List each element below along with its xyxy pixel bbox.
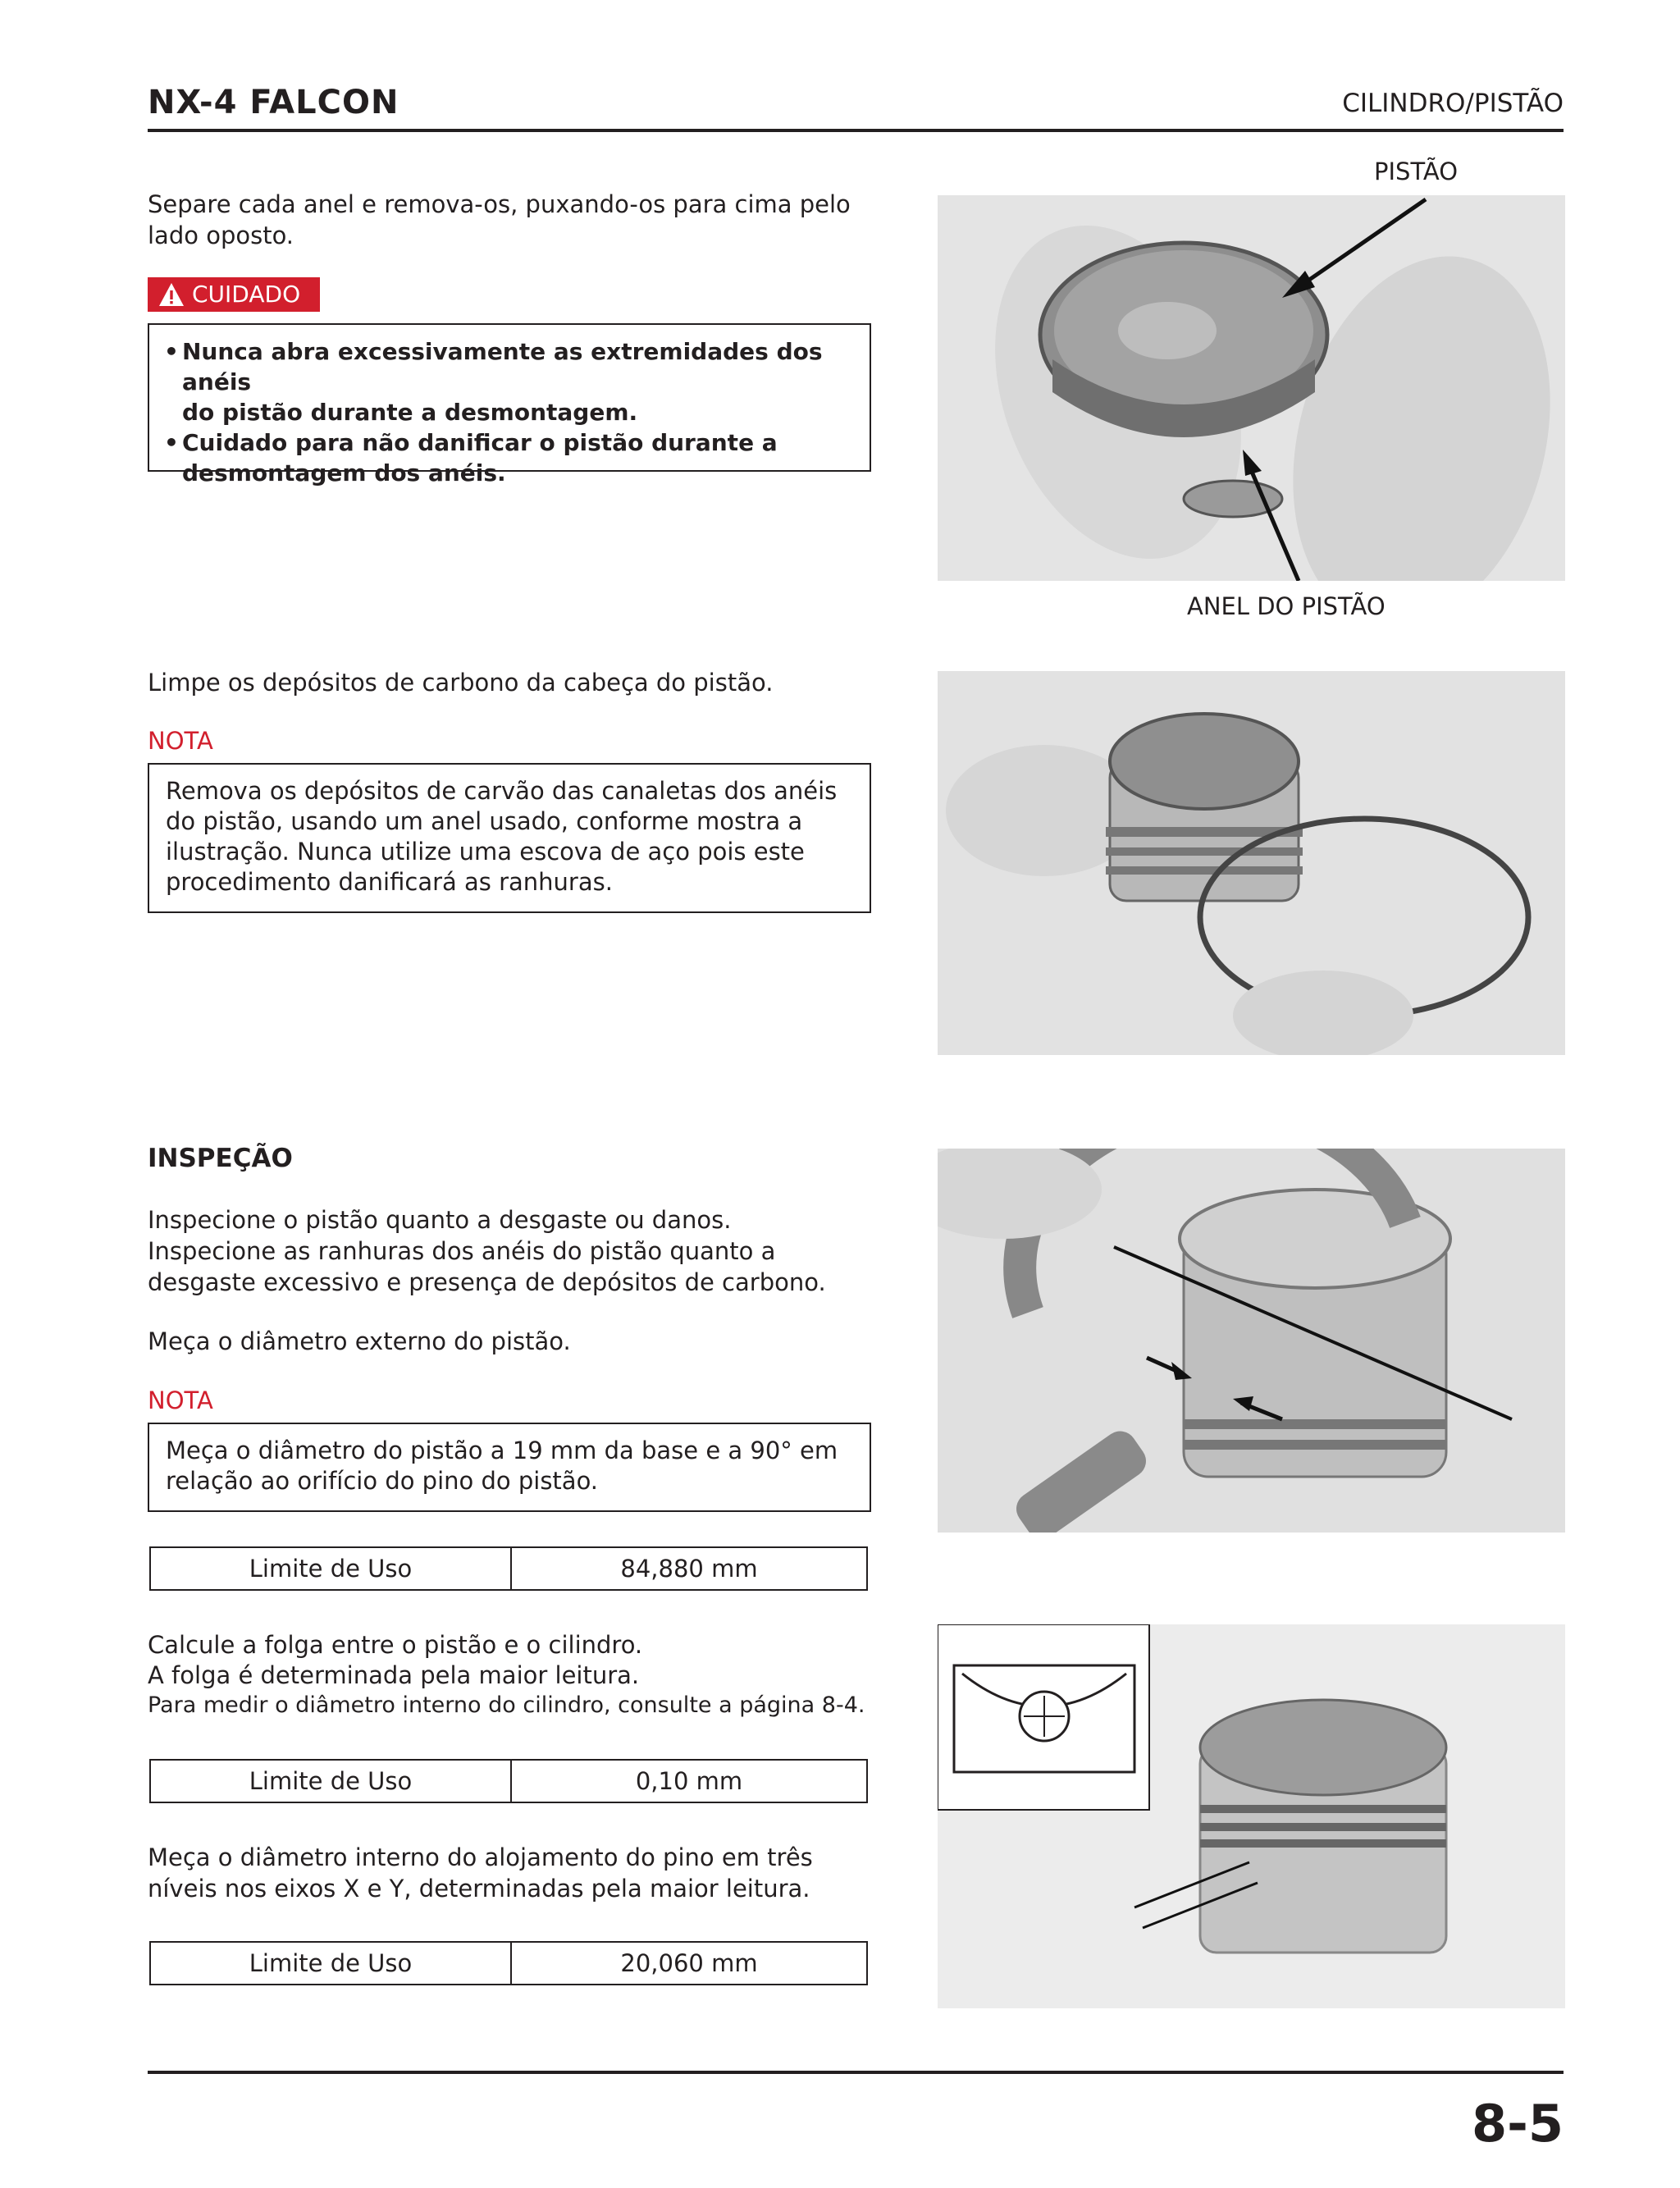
caution-item: • Cuidado para não danificar o pistão durante a desmontagem dos anéis. (164, 427, 855, 488)
inspection-heading: INSPEÇÃO (148, 1144, 293, 1173)
piston-micrometer-photo (938, 1149, 1565, 1533)
spec-label: Limite de Uso (150, 1760, 511, 1802)
spec-label: Limite de Uso (150, 1942, 511, 1985)
clearance-text: A folga é determinada pela maior leitura. (148, 1661, 640, 1689)
footer-divider (148, 2071, 1564, 2074)
note-label: NOTA (148, 1386, 213, 1414)
pin-bore-text: Meça o diâmetro interno do alojamento do pino em três níveis nos eixos X e Y, determinadas pela maior leitura. (148, 1843, 813, 1903)
header-divider (148, 129, 1564, 132)
cylinder-reference-text: Para medir o diâmetro interno do cilindro, consulte a página 8-4. (148, 1692, 865, 1718)
carbon-clean-text: Limpe os depósitos de carbono da cabeça do pistão. (148, 669, 774, 697)
spec-label: Limite de Uso (150, 1547, 511, 1590)
caution-badge (148, 277, 320, 312)
spec-table (149, 1941, 868, 1985)
piston-pin-bore-photo (938, 1624, 1565, 2008)
spec-table (149, 1546, 868, 1591)
spec-value: 84,880 mm (511, 1547, 867, 1590)
measure-outer-text: Meça o diâmetro externo do pistão. (148, 1327, 571, 1355)
spec-value: 0,10 mm (511, 1760, 867, 1802)
spec-value: 20,060 mm (511, 1942, 867, 1985)
note-text: Remova os depósitos de carvão das canaletas dos anéis do pistão, usando um anel usado, conforme mostra a ilustração. Nunca utilize uma escova de aço pois este procedimento danificará as ranhuras. (166, 777, 838, 896)
warning-icon (158, 281, 185, 308)
carbon-cleaning-photo (938, 671, 1565, 1055)
page-number: 8-5 (1471, 2094, 1564, 2154)
caution-box (148, 323, 871, 486)
note-box (148, 763, 871, 913)
section-title: CILINDRO/PISTÃO (1342, 89, 1564, 118)
photo-label-piston: PISTÃO (1374, 158, 1459, 185)
clearance-text: Calcule a folga entre o pistão e o cilindro. (148, 1631, 643, 1659)
caution-item: • Nunca abra excessivamente as extremidades dos anéis do pistão durante a desmontagem. (164, 336, 855, 427)
manual-title: NX-4 FALCON (148, 84, 399, 121)
ring-removal-text: Separe cada anel e remova-os, puxando-os para cima pelo lado oposto. (148, 190, 851, 249)
note-label: NOTA (148, 727, 213, 755)
inspection-text: Inspecione o pistão quanto a desgaste ou danos. Inspecione as ranhuras dos anéis do pistão quanto a desgaste excessivo e presença de depósitos de carbono. (148, 1206, 826, 1296)
note-box (148, 1423, 871, 1512)
piston-ring-removal-photo (938, 195, 1565, 581)
spec-table (149, 1759, 868, 1803)
caution-label: CUIDADO (192, 281, 301, 308)
photo-label-piston-ring: ANEL DO PISTÃO (1187, 592, 1386, 620)
note-text: Meça o diâmetro do pistão a 19 mm da base e a 90° em relação ao orifício do pino do pistão. (166, 1437, 838, 1495)
